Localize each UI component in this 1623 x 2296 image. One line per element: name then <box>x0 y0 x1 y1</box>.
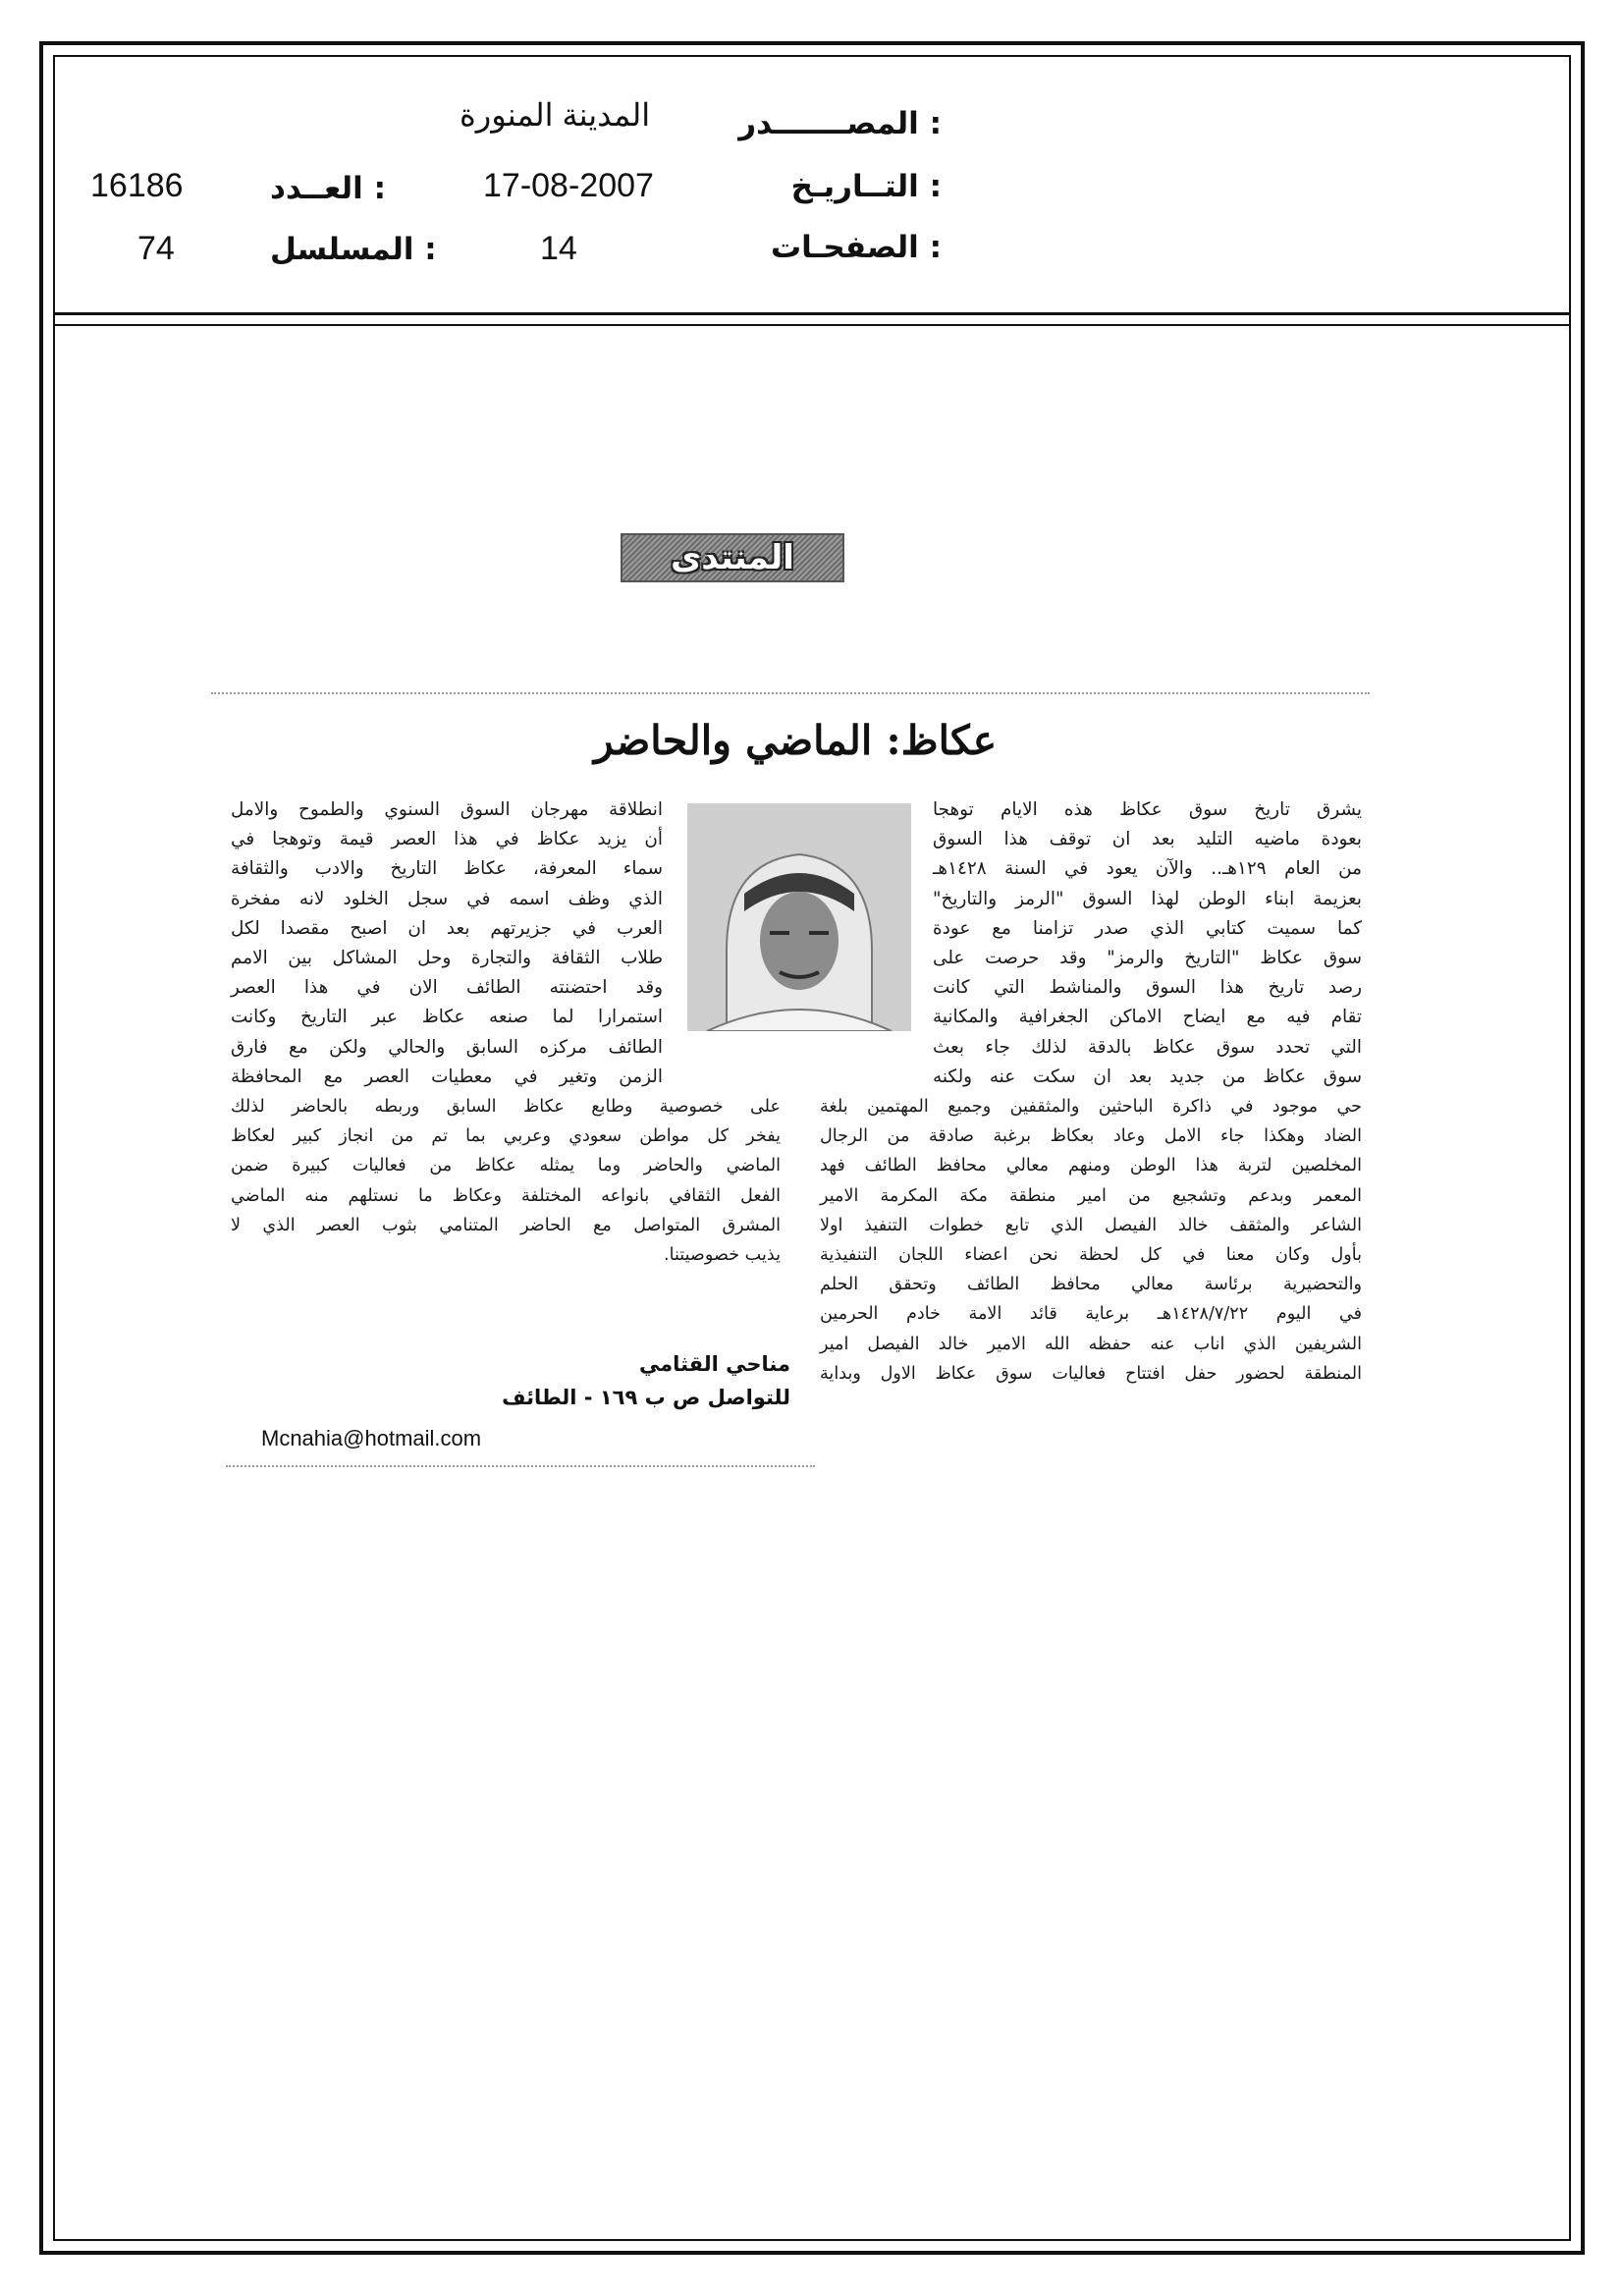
text-line: العرب في جزيرتهم بعد ان اصبح مقصدا لكل <box>231 917 663 939</box>
section-title: المنتدى <box>671 538 794 577</box>
text-line: حي موجود في ذاكرة الباحثين والمثقفين وجميع المهتمين بلغة <box>820 1097 1362 1117</box>
text-line: في اليوم ١٤٢٨/٧/٢٢هـ برعاية قائد الامة خادم الحرمين <box>820 1304 1362 1325</box>
text-line: الذي وظف اسمه في سجل الخلود لانه مفخرة <box>231 888 663 909</box>
text-line: الماضي والحاضر وما يمثله عكاظ من فعاليات كبيرة ضمن <box>231 1156 781 1176</box>
article-headline: عكاظ: الماضي والحاضر <box>593 717 998 764</box>
text-line: استمرارا لما صنعه عكاظ عبر التاريخ وكانت <box>231 1007 663 1028</box>
text-line: انطلاقة مهرجان السوق السنوي والطموح والامل <box>231 799 663 820</box>
text-line: المخلصين لتربة هذا الوطن ومنهم معالي محافظ الطائف فهد <box>820 1156 1362 1176</box>
article-column-right <box>933 795 1362 1092</box>
text-line: والتحضيرية برئاسة معالي محافظ الطائف وتحقق الحلم <box>820 1275 1362 1295</box>
serial-label: المسلسل : <box>270 232 437 267</box>
article-column-right-wide <box>820 1092 1362 1389</box>
issue-label: العــدد : <box>270 171 386 206</box>
author-contact: للتواصل ص ب ١٦٩ - الطائف <box>502 1386 790 1409</box>
text-line: يذيب خصوصيتنا. <box>664 1245 781 1266</box>
text-line: أن يزيد عكاظ في هذا العصر قيمة وتوهجا في <box>231 829 663 850</box>
header-divider <box>53 312 1571 315</box>
author-photo <box>687 803 911 1031</box>
text-line: الطائف مركزه السابق والحالي ولكن مع فارق <box>231 1036 663 1058</box>
text-line: الشاعر والمثقف خالد الفيصل الذي تابع خطوات التنفيذ اولا <box>820 1215 1362 1235</box>
author-block <box>250 1347 790 1414</box>
text-line: بأول وكان معنا في كل لحظة نحن اعضاء اللجان التنفيذية <box>820 1245 1362 1266</box>
text-line: يفخر كل مواطن سعودي وعربي بما تم من انجاز كبير لعكاظ <box>231 1126 781 1147</box>
text-line: على خصوصية وطابع عكاظ السابق وربطه بالحاضر لذلك <box>231 1097 781 1117</box>
text-line: وقد احتضنته الطائف الان في هذا العصر <box>231 977 663 999</box>
author-name: مناحي القثامي <box>638 1352 790 1376</box>
date-label: التــاريـخ : <box>790 169 942 204</box>
issue-value: 16186 <box>90 167 184 204</box>
text-line: سماء المعرفة، عكاظ التاريخ والادب والثقافة <box>231 858 663 880</box>
text-line: الشريفين الذي اناب عنه حفظه الله الامير خالد الفيصل امير <box>820 1334 1362 1354</box>
text-line: كما سميت كتابي الذي صدر تزامنا مع عودة <box>933 917 1362 939</box>
text-line: طلاب الثقافة والتجارة وحل المشاكل بين الامم <box>231 948 663 969</box>
text-line: سوق عكاظ "التاريخ والرمز" وقد حرصت على <box>933 948 1362 969</box>
text-line: الضاد وهكذا جاء الامل وعاد بعكاظ برغبة صادقة من الرجال <box>820 1126 1362 1147</box>
text-line: من العام ١٢٩هـ.. والآن يعود في السنة ١٤٢٨هـ <box>933 858 1362 880</box>
text-line: المنطقة لحضور حفل افتتاح فعاليات سوق عكاظ الاول وبداية <box>820 1363 1362 1384</box>
author-email: Mcnahia@hotmail.com <box>261 1426 482 1450</box>
clipping-dotted-edge-bottom <box>226 1465 815 1467</box>
source-value: المدينة المنورة <box>460 97 651 133</box>
text-line: الفعل الثقافي بانواعه المختلفة وعكاظ ما نستلهم منه الماضي <box>231 1185 781 1206</box>
text-line: تقام فيه مع ايضاح الاماكن الجغرافية والمكانية <box>933 1007 1362 1028</box>
clipping-dotted-edge <box>211 692 1370 694</box>
author-portrait-image <box>687 803 911 1031</box>
text-line: المشرق المتواصل مع الحاضر المتنامي بثوب العصر الذي لا <box>231 1215 781 1235</box>
serial-value: 74 <box>137 230 175 267</box>
text-line: الزمن وتغير في معطيات العصر مع المحافظة <box>231 1066 663 1087</box>
text-line: يشرق تاريخ سوق عكاظ هذه الايام توهجا <box>933 799 1362 820</box>
header-divider-thin <box>53 324 1571 326</box>
text-line: بعودة ماضيه التليد بعد ان توقف هذا السوق <box>933 829 1362 850</box>
date-value: 17-08-2007 <box>483 167 654 204</box>
text-line: المعمر وبدعم وتشجيع من امير منطقة مكة المكرمة الامير <box>820 1185 1362 1206</box>
article-column-left <box>231 795 663 1092</box>
source-label: المصـــــــدر : <box>738 106 942 141</box>
text-line: بعزيمة ابناء الوطن لهذا السوق "الرمز والتاريخ" <box>933 888 1362 909</box>
pages-value: 14 <box>540 230 577 267</box>
pages-label: الصفحـات : <box>770 230 942 265</box>
article-column-left-wide <box>231 1092 781 1270</box>
section-banner <box>621 533 844 582</box>
text-line: سوق عكاظ من جديد بعد ان سكت عنه ولكنه <box>933 1066 1362 1087</box>
text-line: التي تحدد سوق عكاظ بالدقة لذلك جاء بعث <box>933 1036 1362 1058</box>
text-line: رصد تاريخ هذا السوق والمناشط التي كانت <box>933 977 1362 999</box>
